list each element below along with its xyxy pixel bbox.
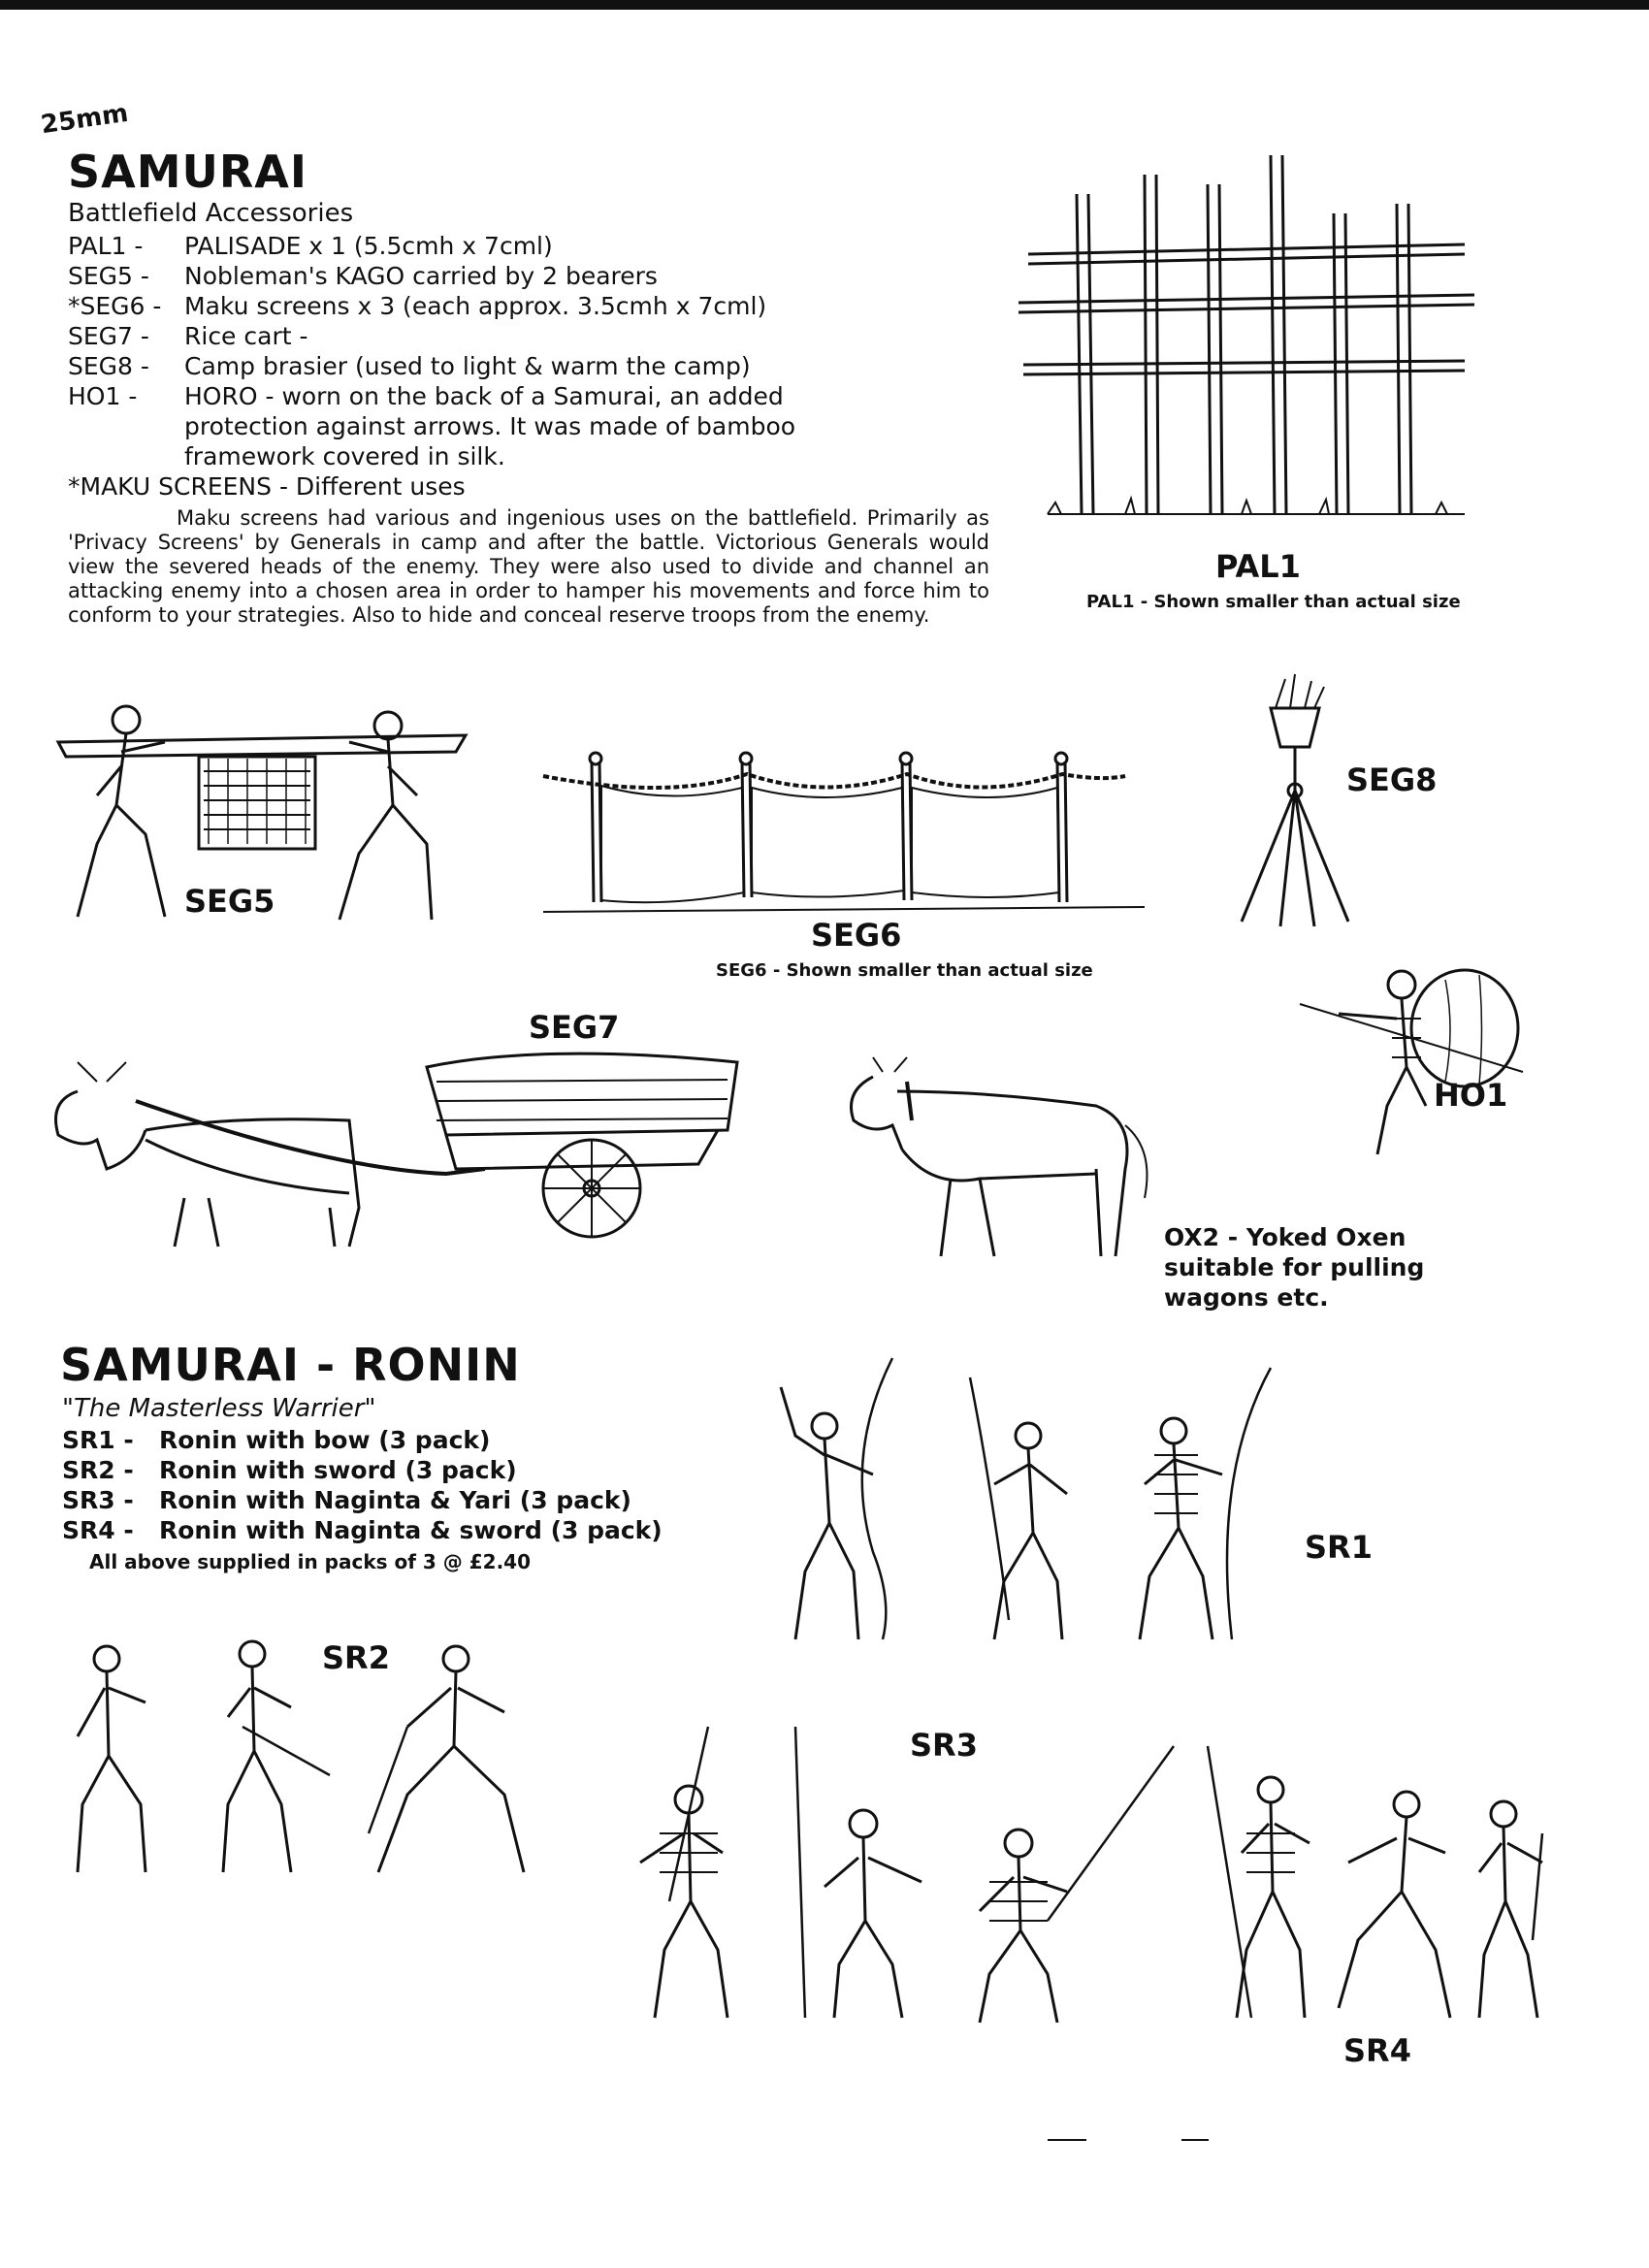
item-code: SR1 -: [62, 1426, 134, 1454]
list-item: [68, 261, 999, 291]
list-item: [68, 321, 999, 351]
rice-cart-illustration: [39, 1023, 757, 1256]
seg6-label: SEG6: [811, 917, 902, 954]
pal1-label: PAL1: [1215, 548, 1301, 585]
ronin-naginata-yari-figures: [601, 1727, 1183, 2027]
item-code: PAL1 -: [68, 232, 144, 260]
sr2-figure-2: [223, 1641, 330, 1872]
ox2-description: [1164, 1222, 1424, 1312]
list-item: [68, 381, 999, 411]
yoked-oxen-illustration: [834, 1053, 1154, 1266]
palisade-posts: [1077, 155, 1411, 514]
list-item-continuation: [68, 411, 999, 441]
item-desc: Ronin with bow (3 pack): [159, 1426, 491, 1454]
seg5-label: SEG5: [184, 883, 275, 920]
maku-text: Maku screens had various and ingenious uses on the battlefield. Primarily as 'Privacy Screens' by Generals in camp and after the battle. Victorious Generals would view the severed heads of the enemy. They were also used to divide and channel an attacking enemy into a chosen area in order to hamper his movements and force him to conform to your strategies. Also to hide and conceal reserve troops from the enemy.: [68, 506, 989, 627]
horo-illustration: [1300, 960, 1523, 1164]
sr2-figure-1: [78, 1646, 146, 1872]
section-title-samurai: SAMURAI: [68, 146, 307, 198]
palisade-illustration: [1009, 136, 1494, 524]
item-desc: Nobleman's KAGO carried by 2 bearers: [184, 262, 658, 290]
accessory-list: [68, 231, 999, 502]
list-item-continuation: [68, 441, 999, 471]
maku-heading: [68, 471, 999, 502]
item-code: SR2 -: [62, 1456, 134, 1484]
sr3-label: SR3: [910, 1727, 978, 1764]
sr4-figure-1: [1208, 1746, 1310, 2018]
list-item: [62, 1426, 683, 1456]
scan-mark: [1181, 2139, 1209, 2141]
ronin-bow-figures: [747, 1358, 1290, 1649]
ox2-line2: suitable for pulling: [1164, 1253, 1425, 1281]
cart-wheel: [543, 1140, 640, 1237]
sr1-figure-2: [970, 1377, 1067, 1639]
ronin-list: [62, 1426, 683, 1546]
palisade-rails: [1018, 244, 1474, 374]
list-item: [68, 291, 999, 321]
brasier-illustration: [1232, 669, 1358, 931]
item-code: HO1 -: [68, 382, 138, 410]
item-code: SEG8 -: [68, 352, 149, 380]
scan-mark: [1048, 2139, 1086, 2141]
ronin-naginata-sword-figures: [1193, 1746, 1562, 2027]
sr1-figure-3: [1140, 1368, 1271, 1639]
item-desc: Ronin with sword (3 pack): [159, 1456, 517, 1484]
sr4-figure-3: [1479, 1801, 1542, 2018]
sr3-figure-2: [795, 1727, 922, 2018]
pack-price-note: All above supplied in packs of 3 @ £2.40: [89, 1550, 531, 1573]
sr2-label: SR2: [322, 1639, 390, 1676]
item-desc-cont: protection against arrows. It was made of bamboo: [184, 412, 796, 440]
seg7-label: SEG7: [529, 1009, 620, 1046]
seg8-label: SEG8: [1346, 761, 1438, 798]
list-item: [62, 1486, 683, 1516]
item-code: SEG5 -: [68, 262, 149, 290]
maku-paragraph: [68, 506, 989, 628]
sr3-figure-1: [640, 1727, 728, 2018]
sr2-figure-3: [369, 1646, 524, 1872]
seg6-caption: SEG6 - Shown smaller than actual size: [716, 960, 1093, 981]
item-desc: Maku screens x 3 (each approx. 3.5cmh x 7cml): [184, 292, 767, 320]
list-item: [68, 351, 999, 381]
sr4-figure-2: [1339, 1792, 1450, 2018]
item-desc: Ronin with Naginta & Yari (3 pack): [159, 1486, 631, 1514]
item-code: SEG7 -: [68, 322, 149, 350]
sr1-figure-1: [781, 1358, 892, 1639]
item-desc: PALISADE x 1 (5.5cmh x 7cml): [184, 232, 553, 260]
sr3-figure-3: [980, 1746, 1174, 2023]
list-item: [62, 1516, 683, 1546]
section-subtitle: Battlefield Accessories: [68, 199, 354, 228]
item-desc: Ronin with Naginta & sword (3 pack): [159, 1516, 663, 1544]
ox2-line3: wagons etc.: [1164, 1283, 1329, 1312]
item-desc: Rice cart -: [184, 322, 308, 350]
item-code: *SEG6 -: [68, 292, 162, 320]
section-title-ronin: SAMURAI - RONIN: [60, 1339, 521, 1391]
ronin-sword-figures: [48, 1630, 534, 1882]
item-desc: Camp brasier (used to light & warm the camp): [184, 352, 751, 380]
item-code: SR4 -: [62, 1516, 134, 1544]
pal1-caption: PAL1 - Shown smaller than actual size: [1086, 592, 1461, 612]
list-item: [62, 1456, 683, 1486]
maku-screens-illustration: [543, 747, 1145, 931]
maku-heading-text: *MAKU SCREENS - Different uses: [68, 472, 466, 501]
ho1-label: HO1: [1434, 1077, 1508, 1114]
list-item: [68, 231, 999, 261]
ox2-line1: OX2 - Yoked Oxen: [1164, 1223, 1406, 1251]
scan-top-edge: [0, 0, 1649, 10]
scale-note: 25mm: [39, 98, 131, 141]
sr1-label: SR1: [1305, 1529, 1373, 1566]
ronin-subtitle: "The Masterless Warrier": [62, 1394, 376, 1423]
item-desc-cont: framework covered in silk.: [184, 442, 505, 470]
screen-posts: [590, 753, 1067, 902]
item-desc: HORO - worn on the back of a Samurai, an added: [184, 382, 784, 410]
item-code: SR3 -: [62, 1486, 134, 1514]
cart-body: [427, 1053, 737, 1169]
sr4-label: SR4: [1343, 2032, 1411, 2069]
